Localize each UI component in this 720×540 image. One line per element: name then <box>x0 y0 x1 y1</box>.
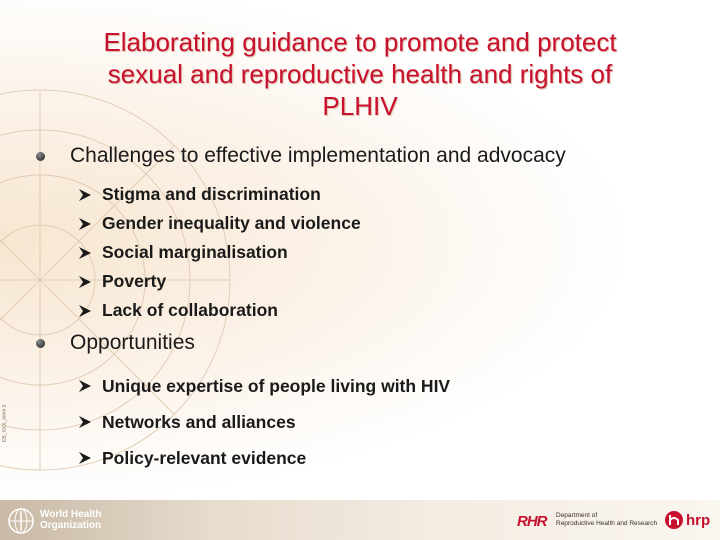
arrowhead-bullet-icon <box>78 275 92 289</box>
list-item <box>78 267 361 296</box>
arrowhead-bullet-icon <box>78 246 92 260</box>
arrowhead-bullet-icon <box>78 188 92 202</box>
round-bullet-icon <box>36 152 45 161</box>
round-bullet-icon <box>36 339 45 348</box>
rhr-line-2: Reproductive Health and Research <box>556 520 658 527</box>
who-logo-text <box>40 509 101 531</box>
list-item <box>78 209 361 238</box>
side-code: EB_XXX_####.9 <box>2 404 8 442</box>
list-item-text: Unique expertise of people living with HIV <box>102 375 451 396</box>
list-item-text: Networks and alliances <box>102 411 296 432</box>
section-heading-challenges <box>36 144 566 168</box>
hrp-logo-text: hrp <box>686 512 711 529</box>
slide-title <box>60 26 660 122</box>
who-emblem-icon <box>8 508 34 534</box>
list-item <box>78 440 450 476</box>
list-item <box>78 238 361 267</box>
opportunities-list <box>78 368 450 476</box>
who-line-2: Organization <box>40 520 102 531</box>
title-line-3: PLHIV <box>322 91 398 121</box>
title-line-1: Elaborating guidance to promote and protect <box>103 27 617 57</box>
rhr-line-1: Department of <box>556 512 598 519</box>
arrowhead-bullet-icon <box>78 304 92 318</box>
section-heading-text: Challenges to effective implementation and advocacy <box>70 144 566 167</box>
list-item <box>78 404 450 440</box>
list-item-text: Poverty <box>102 271 167 291</box>
arrowhead-bullet-icon <box>78 379 92 393</box>
hrp-emblem-icon <box>664 510 684 530</box>
arrowhead-bullet-icon <box>78 415 92 429</box>
who-line-1: World Health <box>40 509 102 520</box>
list-item-text: Lack of collaboration <box>102 300 278 320</box>
list-item <box>78 296 361 325</box>
section-heading-opportunities <box>36 331 195 355</box>
list-item-text: Social marginalisation <box>102 242 288 262</box>
list-item-text: Gender inequality and violence <box>102 213 361 233</box>
challenges-list <box>78 180 361 325</box>
arrowhead-bullet-icon <box>78 451 92 465</box>
list-item-text: Stigma and discrimination <box>102 184 321 204</box>
footer-bar <box>0 500 720 540</box>
list-item <box>78 368 450 404</box>
section-heading-text: Opportunities <box>70 331 195 354</box>
rhr-department-text <box>556 512 657 528</box>
list-item <box>78 180 361 209</box>
list-item-text: Policy-relevant evidence <box>102 447 307 468</box>
rhr-logo: RHR <box>517 513 547 530</box>
title-line-2: sexual and reproductive health and rights of <box>107 59 613 89</box>
arrowhead-bullet-icon <box>78 217 92 231</box>
